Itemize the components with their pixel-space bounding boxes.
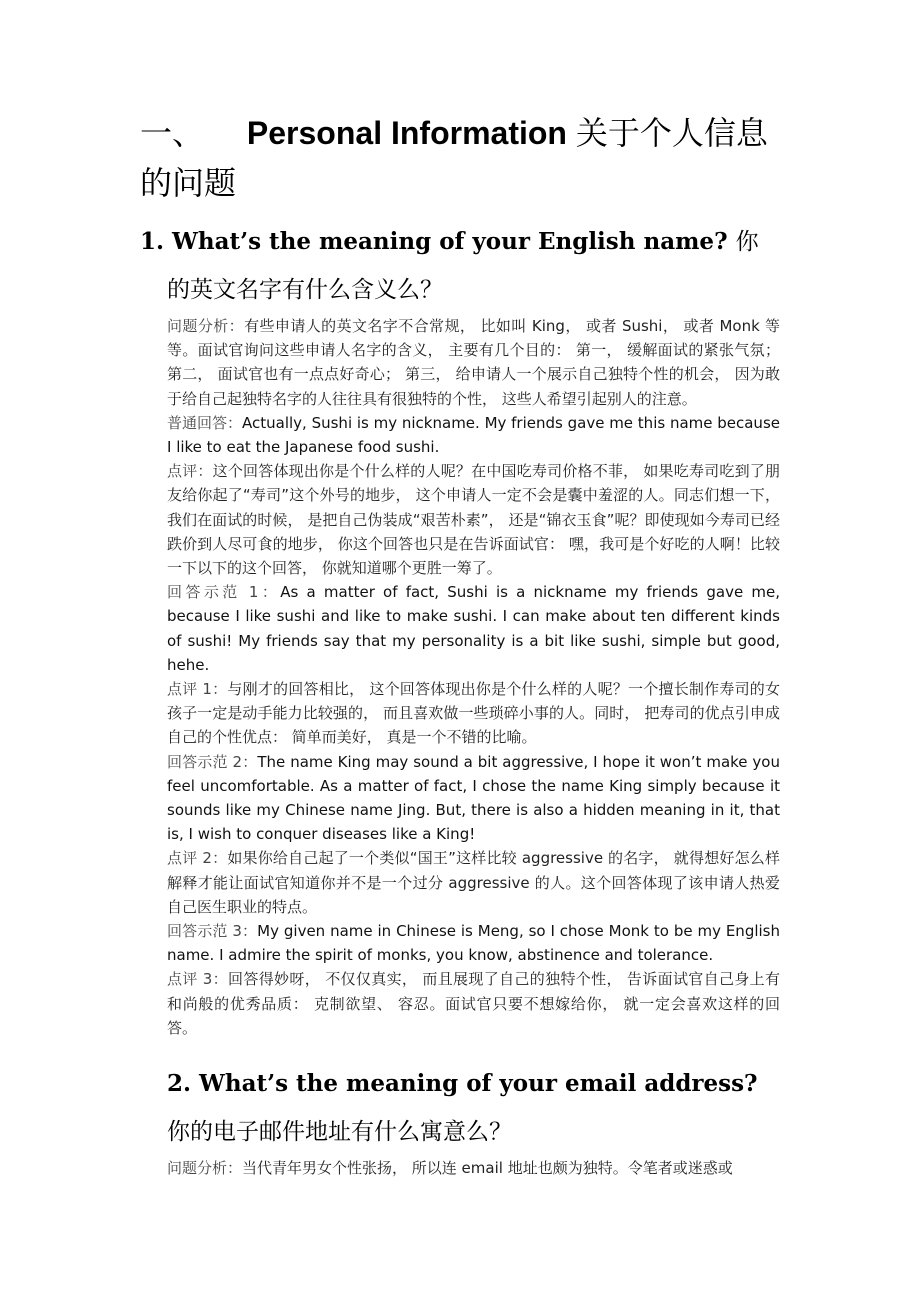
chapter-heading [140,108,780,208]
paragraph-label: 点评： [167,462,213,481]
paragraph-label: 问题分析： [167,317,245,335]
question-2-heading [140,1060,780,1156]
paragraph [167,1156,780,1180]
paragraph-label: 点评 2： [167,849,228,868]
question-2-title-zh: 你的电子邮件地址有什么寓意么？ [167,1119,512,1146]
question-1-heading [140,218,780,314]
question-1-title-en: 1. What’s the meaning of your English name? [140,228,728,255]
paragraph-text: 回答得妙呀， 不仅仅真实， 而且展现了自己的独特个性， 告诉面试官自己身上有和尚般的优秀品质： 克制欲望、 容忍。面试官只要不想嫁给你， 就一定会喜欢这样的回答。 [167,970,781,1037]
paragraph [167,919,780,967]
paragraph-label: 点评 3： [167,970,229,989]
paragraph-text: 有些申请人的英文名字不合常规， 比如叫 King， 或者 Sushi， 或者 Monk 等等。面试官询问这些申请人名字的含义， 主要有几个目的： 第一， 缓解面试的紧张气氛； 第二， 面试官也有一点点好奇心； 第三， 给申请人一个展示自己独特个性的机会， 因为敢于给自己起独特名字的人往往具有很独特的个性， 这些人希望引起别人的注意。 [167,317,780,408]
paragraph-text: 与刚才的回答相比， 这个回答体现出你是个什么样的人呢？一个擅长制作寿司的女孩子一定是动手能力比较强的， 而且喜欢做一些琐碎小事的人。同时， 把寿司的优点引申成自己的个性优点： 简单而美好， 真是一个不错的比喻。 [167,680,780,747]
paragraph-text: My given name in Chinese is Meng, so I chose Monk to be my English name. I admire the spirit of monks, you know, abstinence and tolerance. [167,922,780,965]
paragraph-text: The name King may sound a bit aggressive, I hope it won’t make you feel uncomfortable. As a matter of fact, I chose the name King simply because it sounds like my Chinese name Jing. But, there is also a hidden meaning in it, that is, I wish to conquer diseases like a King! [167,752,780,844]
paragraph-label: 点评 1： [167,680,228,699]
paragraph-label: 问题分析： [167,1159,243,1178]
question-2-body [140,1156,780,1180]
question-1-title-zh: 你的英文名字有什么含义么？ [167,229,759,303]
paragraph-text: 如果你给自己起了一个类似“国王”这样比较 aggressive 的名字， 就得想好怎么样解释才能让面试官知道你并不是一个过分 aggressive 的人。这个回答体现了该申请人热爱自己医生职业的特点。 [167,849,781,916]
chapter-title-zh: 关于个人信息的问题 [140,115,768,201]
paragraph [167,580,780,677]
question-1-body [140,314,780,1040]
paragraph [167,411,780,459]
paragraph-text: 当代青年男女个性张扬， 所以连 email 地址也颇为独特。令笔者或迷惑或 [242,1159,733,1178]
paragraph [167,750,780,847]
paragraph [167,846,780,919]
paragraph-label: 回答示范 3： [167,922,258,941]
chapter-number: 一、 [140,115,205,151]
paragraph-label: 普通回答： [167,413,243,432]
paragraph-label: 回答示范 2： [167,752,258,771]
paragraph-label: 回答示范 1： [167,583,281,602]
question-2-title-en: 2. What’s the meaning of your email address? [167,1070,758,1098]
paragraph-text: Actually, Sushi is my nickname. My friends gave me this name because I like to eat the Japanese food sushi. [167,413,780,457]
paragraph-text: 这个回答体现出你是个什么样的人呢？在中国吃寿司价格不菲， 如果吃寿司吃到了朋友给你起了“寿司”这个外号的地步， 这个申请人一定不会是囊中羞涩的人。同志们想一下， 我们在面试的时候， 是把自己伪装成“艰苦朴素”， 还是“锦衣玉食”呢？即使现如今寿司已经跌价到人尽可食的地步， 你这个回答也只是在告诉面试官： 嘿，我可是个好吃的人啊！比较一下以下的这个回答， 你就知道哪个更胜一筹了。 [167,462,780,578]
paragraph-text: As a matter of fact, Sushi is a nickname my friends gave me, because I like sushi and like to make sushi. I can make about ten different kinds of sushi! My friends say that my personality is a bit like sushi, simple but good, hehe. [167,583,780,674]
chapter-title-en: Personal Information [246,115,567,151]
paragraph [167,314,780,411]
paragraph [167,967,780,1040]
paragraph [167,677,780,750]
paragraph [167,459,780,580]
